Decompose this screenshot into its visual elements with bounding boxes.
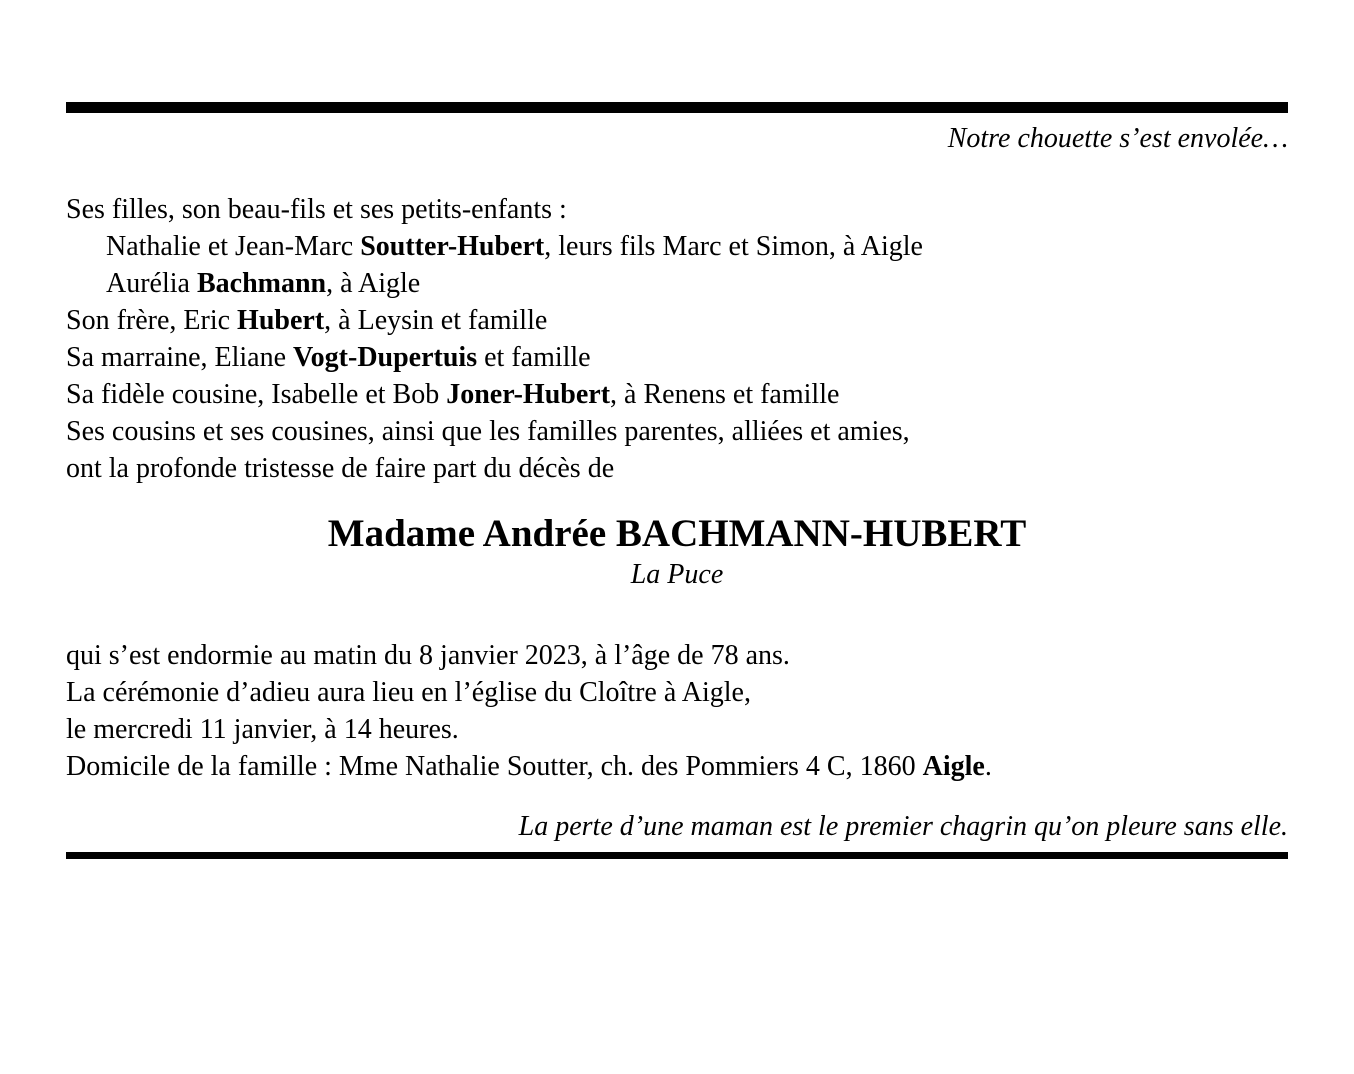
text-segment: Son frère, Eric	[66, 305, 238, 336]
text-line	[66, 413, 1288, 450]
text-segment: et famille	[477, 342, 591, 373]
family-intro	[66, 191, 1288, 487]
bottom-rule	[66, 852, 1288, 859]
epigraph-bottom: La perte d’une maman est le premier chagrin qu’on pleure sans elle.	[518, 811, 1288, 842]
text-segment: , à Renens et famille	[610, 379, 840, 410]
text-segment: , leurs fils Marc et Simon, à Aigle	[544, 231, 923, 262]
deceased-name: Madame Andrée BACHMANN-HUBERT	[327, 512, 1027, 555]
text-line	[66, 265, 1288, 302]
text-segment: Hubert	[237, 305, 325, 336]
obituary-page	[0, 102, 1354, 1074]
text-segment: Aurélia	[106, 268, 197, 299]
text-line	[66, 674, 1288, 711]
text-segment: Bachmann	[196, 268, 327, 299]
text-segment: Sa fidèle cousine, Isabelle et Bob	[66, 379, 447, 410]
text-line	[66, 637, 1288, 674]
text-line	[66, 711, 1288, 748]
text-segment: Ses cousins et ses cousines, ainsi que les familles parentes, alliées et amies,	[66, 416, 910, 447]
text-segment: , à Leysin et famille	[324, 305, 548, 336]
text-segment: Aigle	[922, 751, 985, 782]
text-line	[66, 339, 1288, 376]
epigraph-top: Notre chouette s’est envolée…	[947, 123, 1288, 154]
top-rule	[66, 102, 1288, 113]
text-line	[66, 748, 1288, 785]
text-segment: Sa marraine, Eliane	[66, 342, 294, 373]
text-segment: Ses filles, son beau-fils et ses petits-enfants :	[66, 194, 567, 225]
text-segment: Vogt-Dupertuis	[293, 342, 478, 373]
text-line	[66, 376, 1288, 413]
ceremony-details	[66, 637, 1288, 785]
deceased-nickname: La Puce	[630, 559, 724, 590]
text-line	[66, 450, 1288, 487]
text-segment: .	[984, 751, 992, 782]
text-line	[66, 191, 1288, 228]
text-line	[66, 228, 1288, 265]
text-segment: Joner-Hubert	[446, 379, 611, 410]
text-segment: qui s’est endormie au matin du 8 janvier 2023, à l’âge de 78 ans.	[66, 640, 790, 671]
text-segment: Soutter-Hubert	[360, 231, 545, 262]
text-line	[66, 302, 1288, 339]
text-segment: Nathalie et Jean-Marc	[106, 231, 361, 262]
text-segment: , à Aigle	[326, 268, 421, 299]
text-segment: le mercredi 11 janvier, à 14 heures.	[66, 714, 459, 745]
text-segment: La cérémonie d’adieu aura lieu en l’église du Cloître à Aigle,	[66, 677, 751, 708]
text-segment: ont la profonde tristesse de faire part du décès de	[66, 453, 615, 484]
text-segment: Domicile de la famille : Mme Nathalie Soutter, ch. des Pommiers 4 C, 1860	[66, 751, 923, 782]
